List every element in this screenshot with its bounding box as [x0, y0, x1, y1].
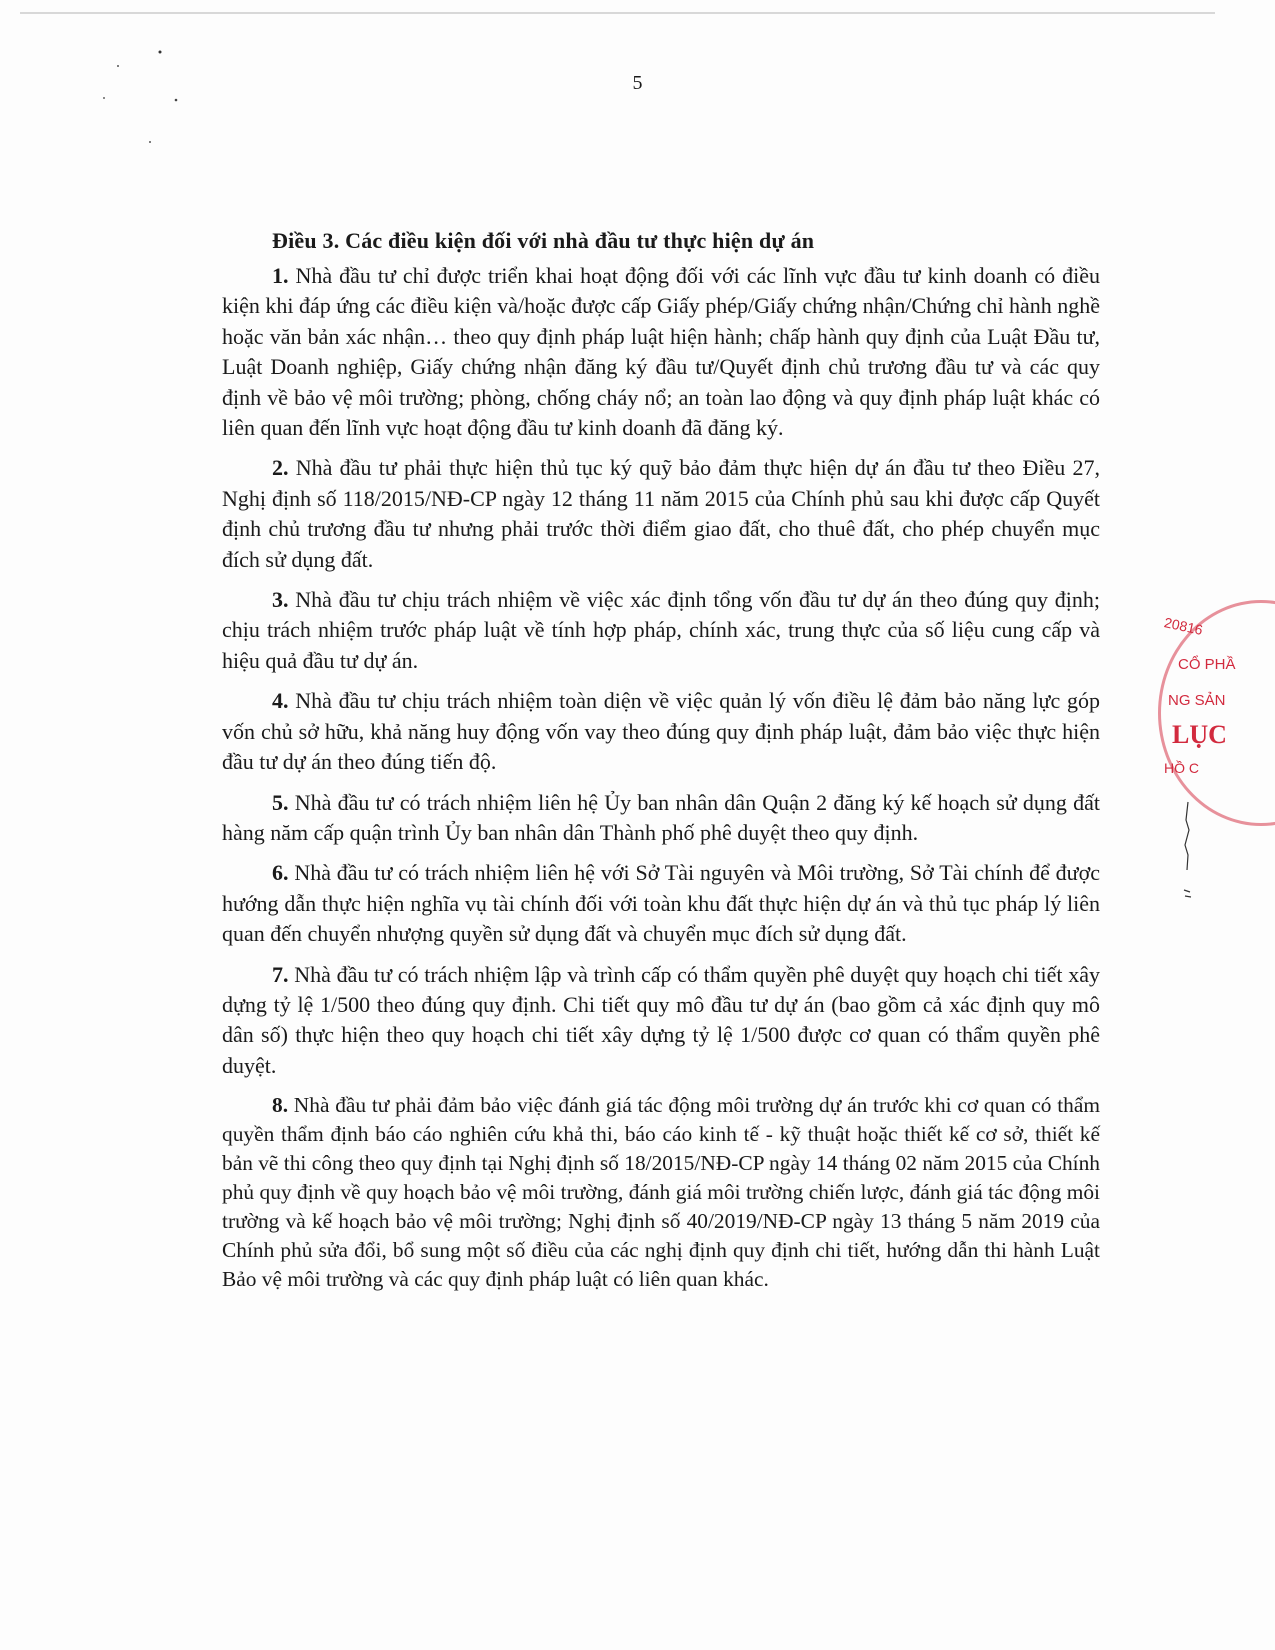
clause-number: 2. [272, 455, 289, 481]
seal-text: CỔ PHẦ [1178, 656, 1236, 673]
clause-3 [222, 585, 1100, 676]
clause-text: Nhà đầu tư có trách nhiệm lập và trình cấp có thẩm quyền phê duyệt quy hoạch chi tiết xây dựng tỷ lệ 1/500 theo đúng quy định. Chi tiết quy mô đầu tư dự án (bao gồm cả xác định quy mô dân số) thực hiện theo quy hoạch chi tiết xây dựng tỷ lệ 1/500 được cơ quan có thẩm quyền phê duyệt. [222, 961, 1100, 1078]
clause-text: Nhà đầu tư chịu trách nhiệm toàn diện về việc quản lý vốn điều lệ đảm bảo năng lực góp vốn chủ sở hữu, khả năng huy động vốn vay theo đúng quy định pháp luật, đảm bảo việc thực hiện đầu tư dự án theo đúng tiến độ. [222, 688, 1100, 775]
clause-7 [222, 960, 1100, 1082]
clause-6 [222, 858, 1100, 949]
clause-text: Nhà đầu tư có trách nhiệm liên hệ với Sở Tài nguyên và Môi trường, Sở Tài chính để được hướng dẫn thực hiện nghĩa vụ tài chính đối với toàn khu đất thực hiện dự án và thủ tục pháp lý liên quan đến chuyển nhượng quyền sử dụng đất và chuyển mục đích sử dụng đất. [222, 860, 1100, 947]
clause-text: Nhà đầu tư chỉ được triển khai hoạt động đối với các lĩnh vực đầu tư kinh doanh có điều kiện khi đáp ứng các điều kiện và/hoặc được cấp Giấy phép/Giấy chứng nhận/Chứng chỉ hành nghề hoặc văn bản xác nhận… theo quy định pháp luật hiện hành; chấp hành quy định của Luật Đầu tư, Luật Doanh nghiệp, Giấy chứng nhận đăng ký đầu tư/Quyết định chủ trương đầu tư và các quy định về bảo vệ môi trường; phòng, chống cháy nổ; an toàn lao động và quy định pháp luật khác có liên quan đến lĩnh vực hoạt động đầu tư kinh doanh đã đăng ký. [222, 263, 1100, 441]
clause-text: Nhà đầu tư chịu trách nhiệm về việc xác định tổng vốn đầu tư dự án theo đúng quy định; chịu trách nhiệm trước pháp luật về tính hợp pháp, chính xác, trung thực của số liệu cung cấp và hiệu quả đầu tư dự án. [222, 587, 1100, 673]
seal-text: HỒ C [1164, 760, 1199, 776]
page-number: 5 [632, 72, 643, 94]
seal-ring [1158, 600, 1275, 826]
red-seal-stamp [1158, 600, 1275, 920]
clause-number: 6. [272, 860, 289, 886]
clause-text: Nhà đầu tư phải thực hiện thủ tục ký quỹ bảo đảm thực hiện dự án đầu tư theo Điều 27, Nghị định số 118/2015/NĐ-CP ngày 12 tháng 11 năm 2015 của Chính phủ sau khi được cấp Quyết định chủ trương đầu tư nhưng phải trước thời điểm giao đất, cho thuê đất, cho phép chuyển mục đích sử dụng đất. [222, 455, 1100, 572]
seal-text: NG SẢN [1168, 692, 1226, 709]
clause-text: Nhà đầu tư có trách nhiệm liên hệ Ủy ban nhân dân Quận 2 đăng ký kế hoạch sử dụng đất hàng năm cấp quận trình Ủy ban nhân dân Thành phố phê duyệt theo quy định. [222, 789, 1100, 845]
signature-mark [1178, 800, 1198, 910]
clause-number: 8. [272, 1093, 289, 1118]
clause-4 [222, 686, 1100, 777]
clause-number: 1. [272, 263, 289, 288]
seal-text: 20816 [1162, 614, 1205, 638]
clause-number: 7. [272, 961, 289, 987]
clause-2 [222, 453, 1100, 575]
article-body [222, 226, 1100, 1304]
article-heading: Điều 3. Các điều kiện đối với nhà đầu tư thực hiện dự án [272, 228, 815, 253]
clause-5 [222, 788, 1100, 849]
clause-1 [222, 261, 1100, 443]
seal-text: LỤC [1172, 720, 1227, 749]
clause-number: 4. [272, 688, 289, 714]
clause-number: 5. [272, 789, 289, 815]
clause-8 [222, 1091, 1100, 1294]
clause-number: 3. [272, 587, 289, 613]
clause-text: Nhà đầu tư phải đảm bảo việc đánh giá tác động môi trường dự án trước khi cơ quan có thẩm quyền thẩm định báo cáo nghiên cứu khả thi, báo cáo kinh tế - kỹ thuật hoặc thiết kế cơ sở, thiết kế bản vẽ thi công theo quy định tại Nghị định số 18/2015/NĐ-CP ngày 14 tháng 02 năm 2015 của Chính phủ quy định về quy hoạch bảo vệ môi trường, đánh giá môi trường chiến lược, đánh giá tác động môi trường và kế hoạch bảo vệ môi trường; Nghị định số 40/2019/NĐ-CP ngày 13 tháng 5 năm 2019 của Chính phủ sửa đổi, bổ sung một số điều của các nghị định quy định chi tiết, hướng dẫn thi hành Luật Bảo vệ môi trường và các quy định pháp luật có liên quan khác. [222, 1093, 1100, 1292]
